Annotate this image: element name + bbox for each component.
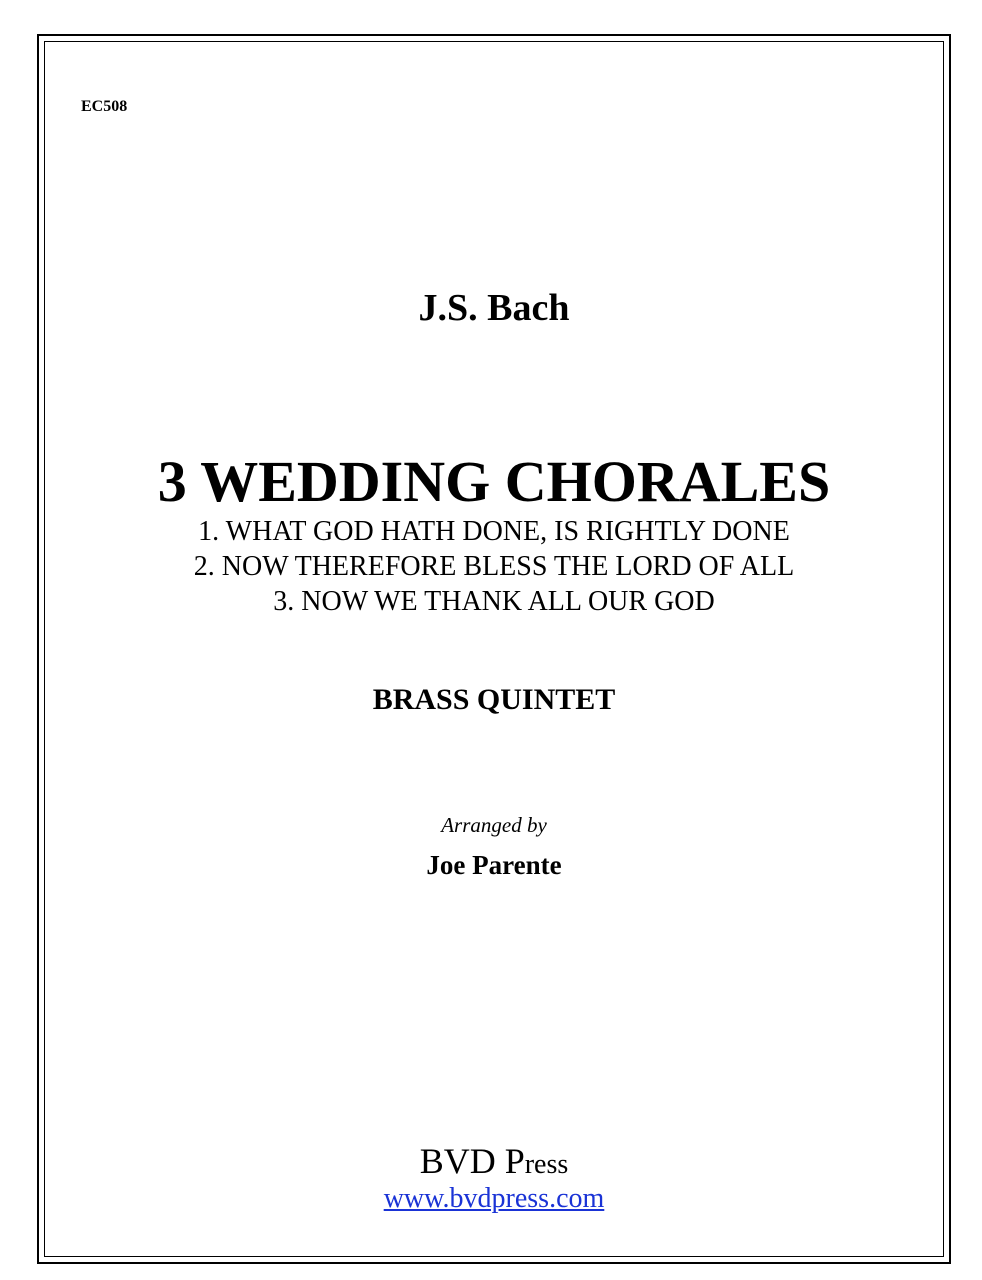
arranger-name: Joe Parente [426,850,562,880]
catalog-number: EC508 [81,98,128,115]
publisher-name-rest: ress [524,1149,569,1180]
composer-name: J.S. Bach [418,287,570,329]
piece-item: 1. WHAT GOD HATH DONE, IS RIGHTLY DONE [198,516,790,547]
piece-list [44,514,944,619]
piece-item: 3. NOW WE THANK ALL OUR GOD [273,586,715,617]
inner-border [44,41,944,1257]
ensemble-label: BRASS QUINTET [372,683,616,716]
collection-title: 3 WEDDING CHORALES [157,449,831,514]
piece-item: 2. NOW THEREFORE BLESS THE LORD OF ALL [193,551,795,582]
arranged-by-label: Arranged by [441,813,547,837]
publisher-name [44,1140,944,1186]
website-link[interactable]: www.bvdpress.com [383,1183,605,1214]
publisher-name-main: BVD P [419,1141,525,1181]
publisher-website [44,1182,944,1216]
